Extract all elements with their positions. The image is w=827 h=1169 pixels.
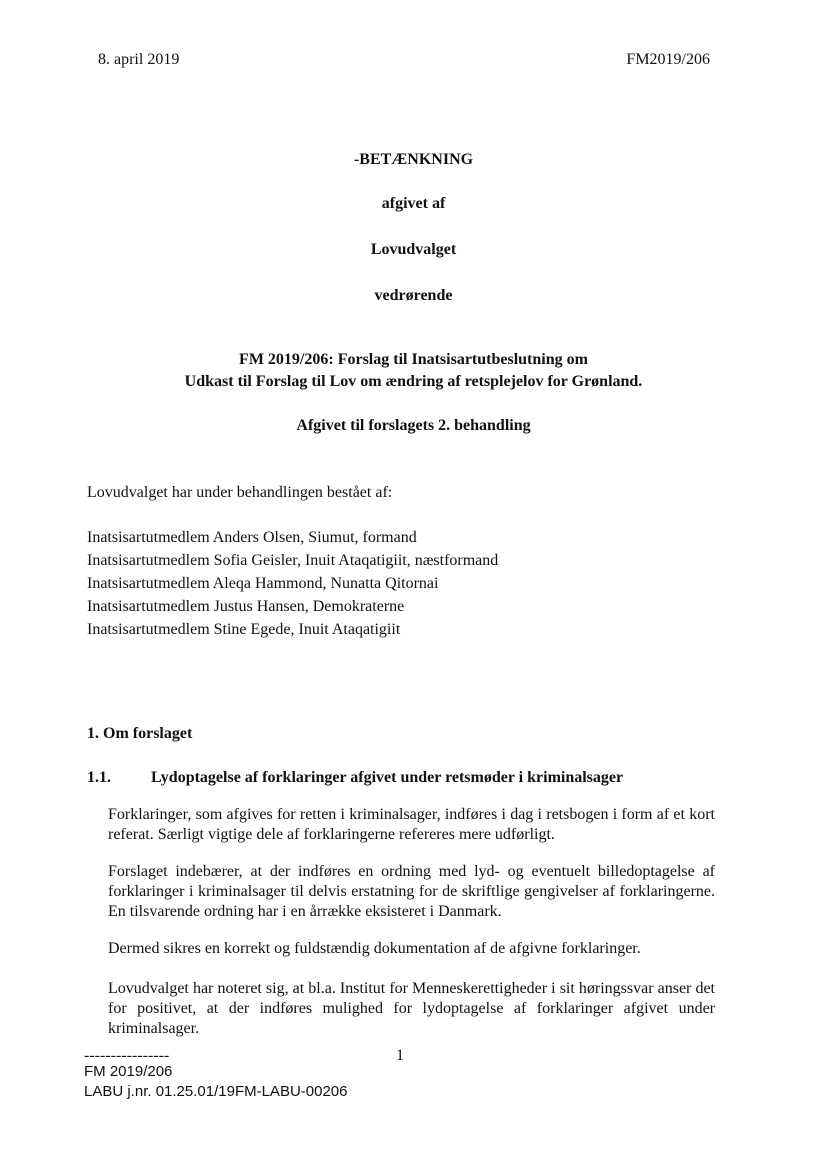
title-regarding: vedrørende xyxy=(374,287,453,304)
member-item: Inatsisartutmedlem Aleqa Hammond, Nunatta Qitornai xyxy=(87,575,439,592)
footer-case-number: FM 2019/206 xyxy=(84,1063,173,1080)
member-item: Inatsisartutmedlem Anders Olsen, Siumut, formand xyxy=(87,529,417,546)
page-number: 1 xyxy=(396,1047,404,1064)
member-item: Inatsisartutmedlem Justus Hansen, Demokraterne xyxy=(87,598,405,615)
proposal-title-line1: FM 2019/206: Forslag til Inatsisartutbeslutning om xyxy=(239,351,588,368)
document-date: 8. april 2019 xyxy=(98,51,180,68)
case-number: FM2019/206 xyxy=(626,51,710,68)
member-item: Inatsisartutmedlem Stine Egede, Inuit Ataqatigiit xyxy=(87,621,401,638)
committee-name: Lovudvalget xyxy=(370,241,457,258)
member-list xyxy=(87,526,498,641)
document-type-title: -BETÆNKNING xyxy=(353,151,474,168)
footer-journal-number: LABU j.nr. 01.25.01/19FM-LABU-00206 xyxy=(84,1083,348,1100)
section-heading: 1. Om forslaget xyxy=(87,725,193,742)
subsection-heading xyxy=(87,768,623,787)
body-paragraph: Dermed sikres en korrekt og fuldstændig dokumentation af de afgivne forklaringer. xyxy=(108,940,641,957)
body-paragraph: Forklaringer, som afgives for retten i kriminalsager, indføres i dag i retsbogen i form af et kort referat. Særligt vigtige dele af forklaringerne refereres mere udførligt. xyxy=(108,806,715,843)
footnote-separator: ---------------- xyxy=(84,1047,170,1064)
member-item: Inatsisartutmedlem Sofia Geisler, Inuit Ataqatigiit, næstformand xyxy=(87,552,499,569)
reading-stage: Afgivet til forslagets 2. behandling xyxy=(296,417,531,434)
title-given-by: afgivet af xyxy=(381,195,446,212)
body-paragraph: Lovudvalget har noteret sig, at bl.a. Institut for Menneskerettigheder i sit høringssvar anser det for positivet, at der indføres mulighed for lydoptagelse af forklaringer afgivet under kriminalsager. xyxy=(108,980,715,1037)
proposal-title-line2: Udkast til Forslag til Lov om ændring af retsplejelov for Grønland. xyxy=(184,373,643,390)
body-paragraph: Forslaget indebærer, at der indføres en ordning med lyd- og eventuelt billedoptagelse af forklaringer i kriminalsager til delvis erstatning for de skriftlige gengivelser af forklaringerne. En tilsvarende ordning har i en årrække eksisteret i Danmark. xyxy=(108,863,715,920)
committee-intro: Lovudvalget har under behandlingen bestået af: xyxy=(87,484,393,501)
subsection-title: Lydoptagelse af forklaringer afgivet under retsmøder i kriminalsager xyxy=(151,769,624,786)
subsection-number: 1.1. xyxy=(87,769,111,786)
